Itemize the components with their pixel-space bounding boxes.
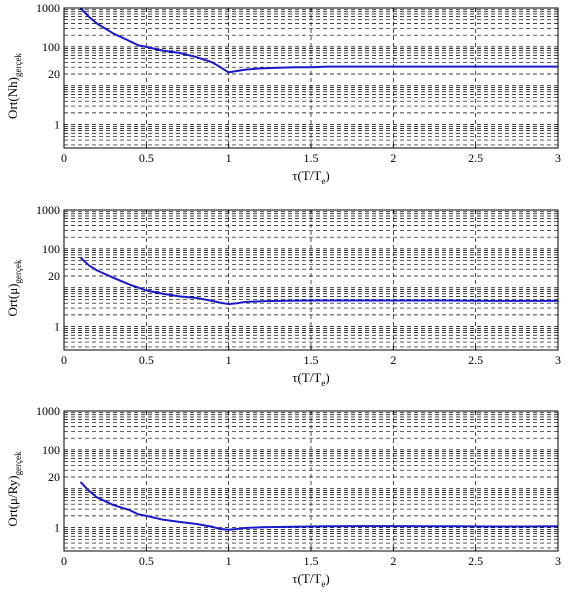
y-tick-label: 20: [48, 470, 60, 485]
x-tick-label: 2.5: [468, 353, 484, 367]
vertical-grid: [146, 8, 475, 148]
y-axis-label: $Ort(Nh)_{gerçek}$: [5, 53, 23, 119]
y-tick-label: 100: [42, 442, 60, 457]
vertical-grid: [146, 411, 475, 551]
vertical-grid: [146, 210, 475, 350]
y-tick-label: 1000: [36, 1, 60, 15]
x-tick-label: 1.5: [303, 353, 319, 367]
x-tick-label: 0.5: [138, 554, 154, 568]
x-tick-label: 2.5: [468, 151, 484, 165]
x-tick-label: 1: [225, 554, 232, 568]
y-tick-label: 1: [54, 117, 60, 132]
x-tick-label: 2.5: [468, 554, 484, 568]
x-tick-label: 1: [225, 151, 232, 165]
y-tick-label: 1: [54, 520, 60, 535]
x-tick-label: 1.5: [303, 554, 319, 568]
x-axis-label: $\tau(T/T_e)$: [292, 571, 330, 589]
x-tick-label: 0: [61, 151, 67, 165]
chart-panel-2: [5, 203, 561, 388]
y-axis-label: $Ort(\mu)_{gerçek}$: [5, 259, 23, 317]
y-tick-label: 20: [48, 67, 60, 82]
x-tick-label: 2: [390, 554, 397, 568]
x-tick-label: 0.5: [138, 353, 154, 367]
y-tick-label: 20: [48, 269, 60, 284]
x-tick-label: 0.5: [138, 151, 154, 165]
y-tick-label: 1000: [36, 203, 60, 217]
x-tick-label: 3: [555, 554, 561, 568]
y-tick-label: 100: [42, 241, 60, 256]
y-tick-label: 100: [42, 39, 60, 54]
chart-panel-3: [5, 404, 561, 589]
x-axis-label: $\tau(T/T_e)$: [292, 370, 330, 388]
x-tick-label: 3: [555, 353, 561, 367]
y-tick-label: 1: [54, 319, 60, 334]
x-tick-label: 2: [390, 151, 397, 165]
x-tick-label: 0: [61, 353, 67, 367]
x-tick-label: 1.5: [303, 151, 319, 165]
x-axis-label: $\tau(T/T_e)$: [292, 168, 330, 186]
chart-panel-1: [5, 1, 561, 186]
x-tick-label: 3: [555, 151, 561, 165]
y-axis-label: $Ort(\mu/Ry)_{gerçek}$: [5, 451, 23, 527]
y-tick-label: 1000: [36, 404, 60, 418]
series-line: [80, 8, 558, 72]
x-tick-label: 0: [61, 554, 67, 568]
x-tick-label: 1: [225, 353, 232, 367]
x-tick-label: 2: [390, 353, 397, 367]
